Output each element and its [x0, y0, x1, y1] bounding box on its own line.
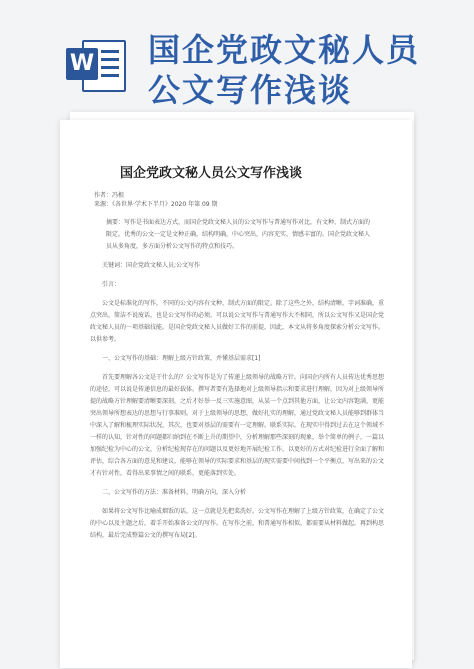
section-1-heading: 一、公文写作的基础：理解上级方针政策，并懂基层需求[1]: [102, 355, 261, 362]
document-title: 国企党政文秘人员公文写作浅谈: [120, 166, 303, 181]
author-line: 作者：冯根: [94, 192, 125, 199]
banner-title: [148, 30, 468, 110]
section-1-paragraph: 首先要理解各公文是干什么的？公文写作是为了传递上级领导的战略方针。向国企内所有人员传达优秀思想的途径，可以说是传递信息的最好载体。撰写者要有选择地对上级领导指示和要求进行理解，因为对上级领导所提的战略方针理解要清晰要深刻，之后才好举一反三实施意图，从某一个点到其他方面，让公文内容饱满，更能突出领导所想表达的思想与行事准则。对于上级领导的思想，做好扎实的理解，通过党政文秘人员能够到群体当中深入了解和梳理实际状况，其次，也要对基层的需要有一定理解。联系实际，在现实中得到过去在这个领域不一样的认知，针对性的问题都归纳到在不断上升的期望中，分析理解那些深刻的现象，举个简单的例子，一篇以加强纪检为中心的公文，分析纪检现存在的问题以及更好地开展纪检工作，以更好的方式对纪检进行全面了解和评估，综合各方面的意见和建议，能够在领导的实际要求和基层的现实需要中间找到一个平衡点，写出来的公文才有针对性，看得出来事情之间的联系，更能落到实处。: [90, 374, 385, 477]
word-icon: [66, 34, 126, 94]
intro-paragraph: 公文是标准化的写作，不同的公文内容有文种、制式方面的限定。除了这些之外，结构清晰，字词准确，重点突出，简洁不说废话，也是公文写作的必须。可以说公文写作与普通写作大不相同，所以公文写作又是国企党政文秘人员的一项基础技能。是国企党政文秘人员做好工作的前提，因此，本文从将多角度探索分析公文写作。以供参考。: [90, 300, 385, 343]
header-banner: [0, 0, 474, 109]
intro-heading: 引言：: [102, 281, 121, 288]
word-letter-badge: W: [66, 48, 98, 80]
abstract-paragraph: 摘要：写作是书面表达方式，而国企党政文秘人员的公文写作与普通写作对比，有文种、制式方面的限定。优秀的公文一定是文种正确，结构明确，中心突出，内容充实，情感丰富的。国企党政文秘人员从多角度，多方面分析公文写作的特点和技巧。: [106, 219, 371, 250]
banner-title-line-1: 国企党政文秘人员: [148, 31, 421, 69]
document-content: [90, 150, 386, 542]
keywords-line: 关键词：国企党政文秘人员;公文写作: [102, 262, 201, 269]
source-line: 来源：《各世界·学术下半月》2020 年第 09 期: [94, 201, 218, 208]
banner-title-line-2: 公文写作浅谈: [148, 71, 353, 109]
section-2-heading: 二、公文写作的方法：准备材料，明确方向，深入分析: [102, 489, 247, 496]
section-2-paragraph: 如果将公文写作比喻成烟饭的话，这一点就是先把菜洗好。公文写作在理解了上级方针政策，在确定了公文的中心以及主题之后，着手开始准备公文的写作。在写作之前，和普通写作相似，都需要从材料做起，再到构思结构，最后完成整篇公文的撰写布局[2]。: [90, 508, 385, 539]
